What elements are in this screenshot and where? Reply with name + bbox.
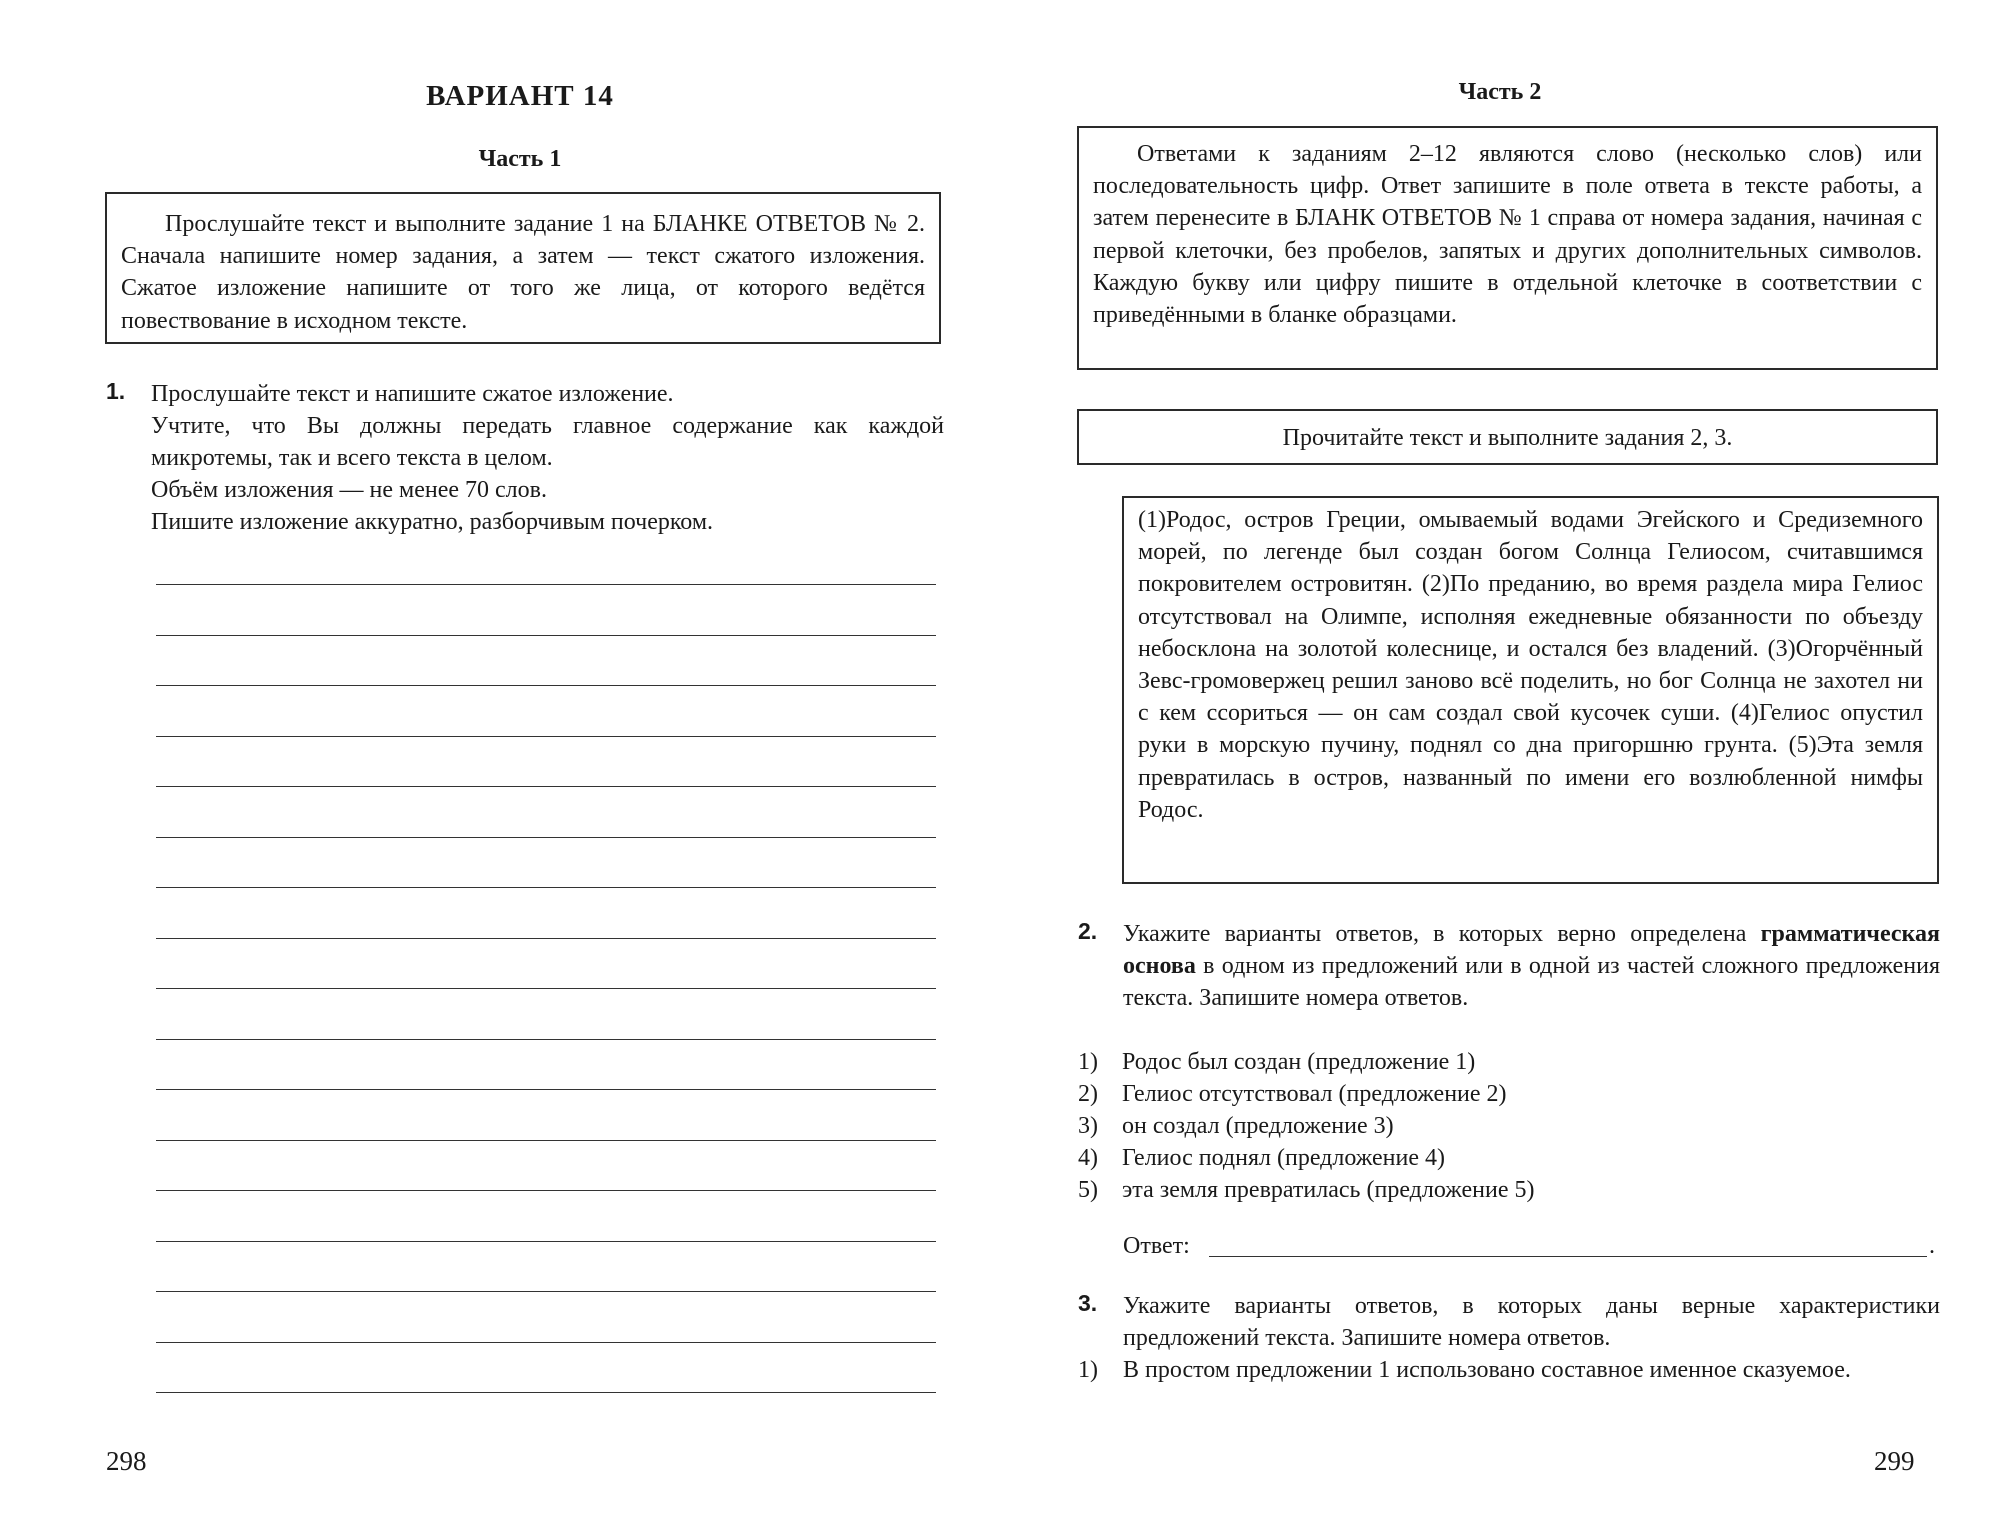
writing-line[interactable] xyxy=(156,1342,936,1343)
writing-line[interactable] xyxy=(156,584,936,585)
variant-title: ВАРИАНТ 14 xyxy=(426,80,614,112)
task-3-option-1-num: 1) xyxy=(1078,1357,1098,1383)
task-3-number: 3. xyxy=(1078,1290,1098,1316)
passage-box xyxy=(1122,496,1939,884)
writing-line[interactable] xyxy=(156,1140,936,1141)
read-prompt-box xyxy=(1077,409,1938,465)
task-2-answer-row xyxy=(1123,1230,1935,1262)
writing-line[interactable] xyxy=(156,635,936,636)
task-2-answer-end: . xyxy=(1929,1233,1935,1259)
writing-line[interactable] xyxy=(156,837,936,838)
task-2-number: 2. xyxy=(1078,918,1098,944)
writing-line[interactable] xyxy=(156,736,936,737)
task-3-text: Укажите варианты ответов, в которых даны верные характеристики предложений текста. Запишите номера ответов. xyxy=(1123,1293,1940,1351)
page-number-left: 298 xyxy=(106,1446,147,1476)
writing-line[interactable] xyxy=(156,988,936,989)
part1-instruction-box xyxy=(105,192,941,344)
task-3-option-1-text: В простом предложении 1 использовано составное именное сказуемое. xyxy=(1123,1357,1851,1383)
task-2-answer-label: Ответ: xyxy=(1123,1233,1190,1259)
writing-line[interactable] xyxy=(156,938,936,939)
page-number-right: 299 xyxy=(1874,1446,1915,1476)
right-page: Часть 2 Ответами к заданиям 2–12 являются слово (несколько слов) или последовательность цифр. Ответ запишите в поле ответа в тексте работы, а затем перенесите в БЛАНК ОТВЕТОВ № 1 справа от номера задания, начиная с первой клеточки, без пробелов, запятых и других дополнительных символов. Каждую букву или цифру пишите в отдельной клеточке в соответствии с приведёнными в бланке образцами. Прочитайте текст и выполните задания 2, 3. (1)Родос, остров Греции, омываемый водами Эгейского и Средиземного морей, по легенде был создан богом Солнца Гелиосом, считавшимся покровителем островитян. (2)По преданию, во время раздела мира Гелиос отсутствовал на Олимпе, исполняя ежедневные обязанности по объезду небосклона на золотой колеснице, и остался без владений. (3)Огорчённый Зевс-громовержец решил заново всё поделить, но бог Солнца не захотел ни с кем ссориться — он сам создал свой кусочек суши. (4)Гелиос опустил руки в морскую пучину, поднял со дна пригоршню грунта. (5)Эта земля превратилась в остров, названный по имени его возлюбленной нимфы Родос. 2. Укажите варианты ответов, в которых верно определена грамматическая основа в одном из предложений или в одной из частей сложного предложения текста. Запишите номера ответов. 1) Родос был создан (предложение 1) 2) Гелиос отсутствовал (предложение 2) 3) он создал (предложение 3) 4) Гелиос поднял (предложение 4) 5) эта земля превратилась (предложение 5) Ответ: . 3. Укажите варианты ответов, в которых даны верные характеристики предложений текста. Запишите номера ответов. 1) В простом предложении 1 использовано составное именное сказуемое. 299 xyxy=(1078,79,1940,1476)
writing-line[interactable] xyxy=(156,1392,936,1393)
writing-line[interactable] xyxy=(156,1089,936,1090)
task-1-line-3: Объём изложения — не менее 70 слов. xyxy=(151,477,547,503)
read-prompt: Прочитайте текст и выполните задания 2, 3. xyxy=(1282,425,1733,451)
task-2-text: Укажите варианты ответов, в которых верно определена грамматическая основа в одном из предложений или в одной из частей сложного предложения текста. Запишите номера ответов. xyxy=(1123,921,1940,1011)
passage-text: (1)Родос, остров Греции, омываемый водами Эгейского и Средиземного морей, по легенде был создан богом Солнца Гелиосом, считавшимся покровителем островитян. (2)По преданию, во время раздела мира Гелиос отсутствовал на Олимпе, исполняя ежедневные обязанности по объезду небосклона на золотой колеснице, и остался без владений. (3)Огорчённый Зевс-громовержец решил заново всё поделить, но бог Солнца не захотел ни с кем ссориться — он сам создал свой кусочек суши. (4)Гелиос опустил руки в морскую пучину, поднял со дна пригоршню грунта. (5)Эта земля превратилась в остров, названный по имени его возлюбленной нимфы Родос. xyxy=(1138,507,1923,823)
task-2-answer-field[interactable] xyxy=(1209,1256,1927,1257)
writing-line[interactable] xyxy=(156,1039,936,1040)
task-1-number: 1. xyxy=(106,378,126,404)
task-1-line-2: Учтите, что Вы должны передать главное содержание как каждой микротемы, так и всего текста в целом. xyxy=(151,413,944,471)
writing-line[interactable] xyxy=(156,786,936,787)
part1-title: Часть 1 xyxy=(478,146,562,172)
writing-line[interactable] xyxy=(156,887,936,888)
task-1-line-4: Пишите изложение аккуратно, разборчивым почерком. xyxy=(151,509,714,535)
part1-instruction: Прослушайте текст и выполните задание 1 на БЛАНКЕ ОТВЕТОВ № 2. Сначала напишите номер задания, а затем — текст сжатого изложения. Сжатое изложение напишите от того же лица, от которого ведётся повествование в исходном тексте. xyxy=(121,211,925,334)
writing-line[interactable] xyxy=(156,1291,936,1292)
part2-title: Часть 2 xyxy=(1458,79,1542,105)
writing-line[interactable] xyxy=(156,685,936,686)
part2-instruction: Ответами к заданиям 2–12 являются слово (несколько слов) или последовательность цифр. Ответ запишите в поле ответа в тексте работы, а затем перенесите в БЛАНК ОТВЕТОВ № 1 справа от номера задания, начиная с первой клеточки, без пробелов, запятых и других дополнительных символов. Каждую букву или цифру пишите в отдельной клеточке в соответствии с приведёнными в бланке образцами. xyxy=(1093,141,1922,329)
part2-instruction-box xyxy=(1077,126,1938,370)
task-1-line-1: Прослушайте текст и напишите сжатое изложение. xyxy=(151,381,674,407)
writing-line[interactable] xyxy=(156,1190,936,1191)
writing-line[interactable] xyxy=(156,1241,936,1242)
